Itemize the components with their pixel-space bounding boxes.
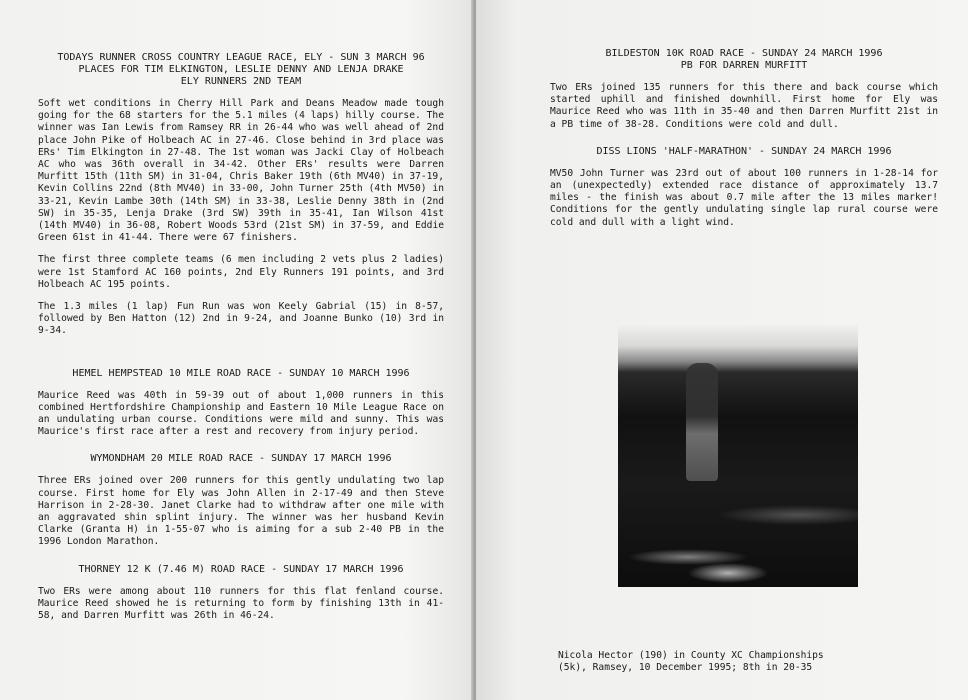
heading-thorney: THORNEY 12 K (7.46 M) ROAD RACE - SUNDAY 17 MARCH 1996 [78, 563, 404, 575]
heading-diss-lions: DISS LIONS 'HALF-MARATHON' - SUNDAY 24 MARCH 1996 [596, 145, 892, 157]
paragraph-thorney: Two ERs were among about 110 runners for this flat fenland course. Maurice Reed showed he is returning to form by finishing 13th in 41-58, and Darren Murfitt was 26th in 46-24. [38, 585, 444, 622]
paragraph-wymondham: Three ERs joined over 200 runners for this gently undulating two lap course. First home for Ely was John Allen in 2-17-49 and then Steve Harrison in 2-28-30. Janet Clarke had to withdraw after one mile with an aggravated shin splint injury. The winner was her husband Kevin Clarke (Granta H) in 1-55-07 who is aiming for a sub 2-40 PB in the 1996 London Marathon. [38, 475, 444, 548]
paragraph-hemel-hempstead: Maurice Reed was 40th in 59-39 out of about 1,000 runners in this combined Hertfordshire Championship and Eastern 10 Mile League Race on an undulating urban course. Conditions were mild and sunny. This was Maurice's first race after a rest and recovery from injury period. [38, 389, 444, 438]
right-page [476, 0, 968, 700]
paragraph-diss-lions: MV50 John Turner was 23rd out of about 100 runners in 1-28-14 for an (unexpectedly) extended race distance of approximately 13.7 miles - the finish was about 0.7 mile after the 13 miles marker! Conditions for the gently undulating single lap rural course were cold and dull with a light wind. [550, 167, 938, 228]
heading-hemel-hempstead: HEMEL HEMPSTEAD 10 MILE ROAD RACE - SUNDAY 10 MARCH 1996 [72, 367, 410, 379]
runner-photo [618, 325, 858, 587]
paragraph-xc-teams: The first three complete teams (6 men including 2 vets plus 2 ladies) were 1st Stamford AC 160 points, 2nd Ely Runners 191 points, and 3rd Holbeach AC 195 points. [38, 254, 444, 290]
left-page [0, 0, 474, 700]
heading-bildeston: BILDESTON 10K ROAD RACE - SUNDAY 24 MARCH 1996 PB FOR DARREN MURFITT [605, 48, 883, 71]
heading-todays-runner-xc: TODAYS RUNNER CROSS COUNTRY LEAGUE RACE, ELY - SUN 3 MARCH 96 PLACES FOR TIM ELKINGTON, LESLIE DENNY AND LENJA DRAKE ELY RUNNERS 2ND TEAM [57, 52, 425, 87]
heading-wymondham: WYMONDHAM 20 MILE ROAD RACE - SUNDAY 17 MARCH 1996 [90, 453, 392, 465]
paragraph-xc-results: Soft wet conditions in Cherry Hill Park and Deans Meadow made tough going for the 68 starters for the 5.1 miles (4 laps) hilly course. The winner was Ian Lewis from Ramsey RR in 26-44 who was well ahead of 2nd place John Pike of Holbeach AC in 27-46. Close behind in 3rd place was ERs' Tim Elkington in 27-48. The 1st woman was Jacki Clay of Holbeach AC who was 36th overall in 34-42. Other ERs' results were Darren Murfitt 15th (11th SM) in 31-04, Chris Baker 19th (6th MV40) in 37-19, Kevin Collins 22nd (8th MV40) in 33-00, John Turner 25th (4th MV50) in 33-21, Kevin Lambe 30th (14th SM) in 33-38, Leslie Denny 38th in (2nd SW) in 35-35, Lenja Drake (3rd SW) 39th in 35-41, Ian Wilson 41st (14th MV40) in 36-08, Robert Woods 53rd (21st SM) in 37-59, and Eddie Green 61st in 41-44. There were 67 finishers. [38, 98, 444, 244]
runner-figure [686, 363, 718, 481]
photo-caption: Nicola Hector (190) in County XC Championships (5k), Ramsey, 10 December 1995; 8th in 20-35 [558, 650, 824, 674]
photo-image [618, 325, 858, 587]
paragraph-fun-run: The 1.3 miles (1 lap) Fun Run was won Keely Gabrial (15) in 8-57, followed by Ben Hatton (12) 2nd in 9-24, and Joanne Bunko (10) 3rd in 9-34. [38, 301, 444, 337]
paragraph-bildeston: Two ERs joined 135 runners for this there and back course which started uphill and finished downhill. First home for Ely was Maurice Reed who was 11th in 35-40 and then Darren Murfitt 21st in a PB time of 38-28. Conditions were cold and dull. [550, 82, 938, 130]
